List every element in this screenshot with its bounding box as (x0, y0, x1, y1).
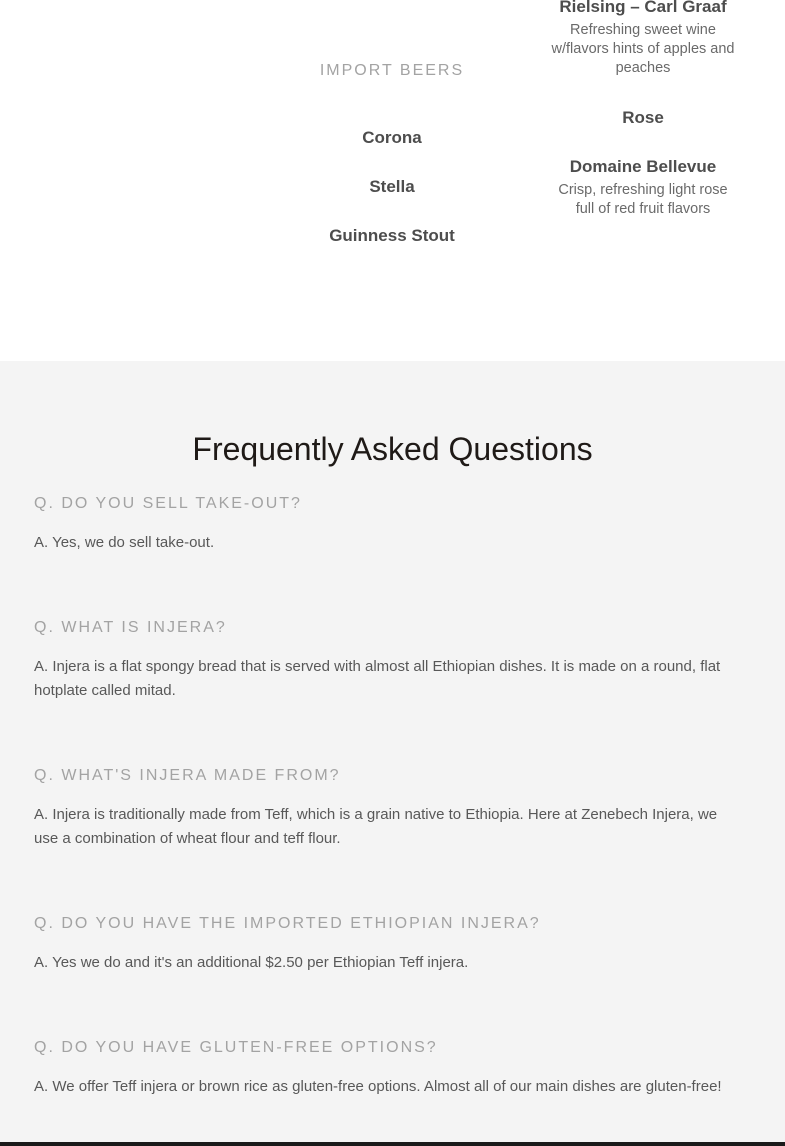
faq-answer-made-from: A. Injera is traditionally made from Teff, which is a grain native to Ethiopia. Here at Zenebech Injera, we use a combination of wheat flour and teff flour. (34, 806, 718, 847)
faq-question-injera: Q. WHAT IS INJERA? (34, 619, 227, 636)
faq-answer-takeout: A. Yes, we do sell take-out. (34, 534, 215, 551)
wine-item-bellevue: Domaine Bellevue (569, 157, 717, 176)
faq-question-made-from: Q. WHAT'S INJERA MADE FROM? (34, 767, 341, 784)
footer-edge (0, 1142, 785, 1146)
beer-item-stella: Stella (369, 177, 415, 196)
wine-desc-riesling-line1: Refreshing sweet wine (570, 22, 716, 38)
faq-answer-gluten-free: A. We offer Teff injera or brown rice as gluten-free options. Almost all of our main dishes are gluten-free! (34, 1078, 722, 1095)
wine-desc-bellevue-line2: full of red fruit flavors (575, 201, 711, 217)
faq-answer-injera: A. Injera is a flat spongy bread that is served with almost all Ethiopian dishes. It is made on a round, flat hotplate called mitad. (34, 658, 721, 699)
faq-answer-imported: A. Yes we do and it's an additional $2.50 per Ethiopian Teff injera. (34, 954, 469, 971)
import-beers-title: IMPORT BEERS (319, 62, 465, 79)
faq-question-takeout: Q. DO YOU SELL TAKE-OUT? (34, 495, 302, 512)
faq-section (0, 361, 785, 1142)
rose-section-header: Rose (622, 108, 664, 127)
wine-desc-riesling-line2: w/flavors hints of apples and (551, 41, 735, 57)
beer-item-guinness: Guinness Stout (329, 226, 455, 245)
faq-question-imported: Q. DO YOU HAVE THE IMPORTED ETHIOPIAN INJERA? (34, 915, 541, 932)
wine-desc-bellevue-line1: Crisp, refreshing light rose (558, 182, 728, 198)
wine-item-riesling: Rielsing – Carl Graaf (559, 0, 727, 16)
wine-desc-riesling-line3: peaches (615, 60, 671, 76)
beer-item-corona: Corona (362, 128, 422, 147)
drinks-menu (0, 0, 785, 361)
faq-question-gluten-free: Q. DO YOU HAVE GLUTEN-FREE OPTIONS? (34, 1039, 438, 1056)
faq-title: Frequently Asked Questions (192, 431, 593, 467)
